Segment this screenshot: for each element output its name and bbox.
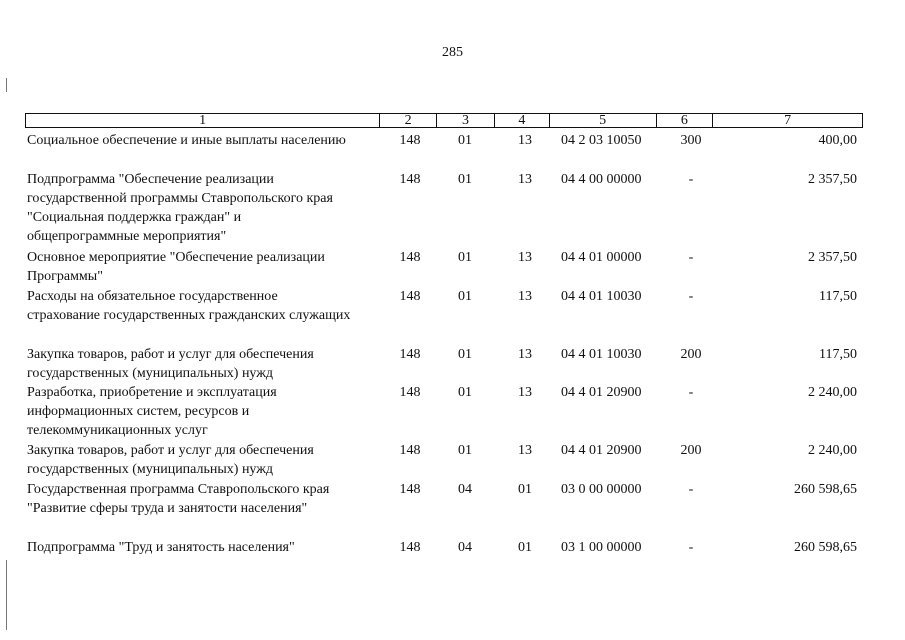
cell-col-2: 148 [399,133,421,148]
cell-col-3: 01 [458,250,472,265]
cell-col-3: 01 [458,133,472,148]
cell-col-3: 01 [458,172,472,187]
page-number: 285 [442,45,463,60]
cell-col-7: 2 357,50 [808,250,857,265]
header-cell-3: 3 [437,114,495,127]
table-header-row [25,113,863,128]
cell-col-4: 13 [518,250,532,265]
header-cell-7: 7 [784,113,792,128]
cell-col-2: 148 [399,250,421,265]
row-name-line: Подпрограмма "Обеспечение реализации [27,172,274,187]
cell-col-5: 04 4 01 10030 [561,347,642,362]
row-name-line: Программы" [27,269,103,284]
cell-col-5: 04 4 01 10030 [561,289,642,304]
cell-col-4: 13 [518,385,532,400]
cell-col-2: 148 [399,482,421,497]
cell-col-6: - [688,250,694,265]
row-name-line: государственных (муниципальных) нужд [27,366,274,381]
row-name-line: Закупка товаров, работ и услуг для обеспечения [27,443,314,458]
header-cell-4: 4 [495,114,550,127]
row-name-line: общепрограммные мероприятия" [27,229,227,244]
cell-col-5: 03 0 00 00000 [561,482,642,497]
cell-col-3: 01 [458,347,472,362]
header-cell-1: 1 [26,114,380,127]
cell-col-7: 2 357,50 [808,172,857,187]
cell-col-7: 117,50 [819,289,857,304]
cell-col-4: 13 [518,133,532,148]
cell-col-2: 148 [399,385,421,400]
cell-col-2: 148 [399,347,421,362]
cell-col-6: 300 [680,133,702,148]
cell-col-6: 200 [680,347,702,362]
row-name-cell [27,131,382,150]
row-name-cell [27,170,382,246]
cell-col-3: 01 [458,289,472,304]
cell-col-5: 04 4 01 20900 [561,385,642,400]
row-name-line: страхование государственных гражданских служащих [27,308,351,323]
cell-col-5: 04 4 01 20900 [561,443,642,458]
cell-col-6: 200 [680,443,702,458]
row-name-line: Разработка, приобретение и эксплуатация [27,385,277,400]
row-name-line: информационных систем, ресурсов и [27,404,250,419]
row-name-line: государственной программы Ставропольского края [27,191,333,206]
scan-margin-mark [6,560,7,630]
row-name-cell [27,345,382,383]
row-name-cell [27,287,382,325]
cell-col-3: 04 [458,540,472,555]
cell-col-7: 2 240,00 [808,385,857,400]
cell-col-6: - [688,172,694,187]
cell-col-2: 148 [399,172,421,187]
cell-col-4: 13 [518,347,532,362]
cell-col-3: 01 [458,385,472,400]
cell-col-4: 13 [518,172,532,187]
header-cell-6: 6 [657,114,714,127]
row-name-line: Основное мероприятие "Обеспечение реализации [27,250,325,265]
cell-col-6: - [688,289,694,304]
cell-col-4: 01 [518,482,532,497]
row-name-line: телекоммуникационных услуг [27,423,208,438]
cell-col-7: 400,00 [818,133,857,148]
cell-col-3: 01 [458,443,472,458]
cell-col-6: - [688,482,694,497]
cell-col-2: 148 [399,540,421,555]
header-cell-2: 2 [380,114,437,127]
cell-col-6: - [688,540,694,555]
row-name-line: Социальное обеспечение и иные выплаты населению [27,133,346,148]
row-name-line: "Развитие сферы труда и занятости населения" [27,501,308,516]
cell-col-7: 117,50 [819,347,857,362]
cell-col-7: 2 240,00 [808,443,857,458]
header-cell-5: 5 [550,114,657,127]
cell-col-2: 148 [399,289,421,304]
cell-col-6: - [688,385,694,400]
cell-col-7: 260 598,65 [794,540,857,555]
cell-col-3: 04 [458,482,472,497]
cell-col-4: 01 [518,540,532,555]
cell-col-5: 04 2 03 10050 [561,133,642,148]
cell-col-2: 148 [399,443,421,458]
cell-col-7: 260 598,65 [794,482,857,497]
row-name-cell [27,248,382,286]
row-name-cell [27,441,382,479]
row-name-line: Подпрограмма "Труд и занятость населения" [27,540,295,555]
row-name-line: Расходы на обязательное государственное [27,289,278,304]
row-name-cell [27,480,382,518]
cell-col-4: 13 [518,289,532,304]
cell-col-5: 04 4 00 00000 [561,172,642,187]
row-name-cell [27,383,382,440]
cell-col-5: 04 4 01 00000 [561,250,642,265]
row-name-line: государственных (муниципальных) нужд [27,462,274,477]
cell-col-4: 13 [518,443,532,458]
row-name-line: "Социальная поддержка граждан" и [27,210,242,225]
row-name-line: Государственная программа Ставропольского края [27,482,330,497]
row-name-cell [27,538,382,557]
cell-col-5: 03 1 00 00000 [561,540,642,555]
row-name-line: Закупка товаров, работ и услуг для обеспечения [27,347,314,362]
scan-margin-mark [6,78,7,92]
